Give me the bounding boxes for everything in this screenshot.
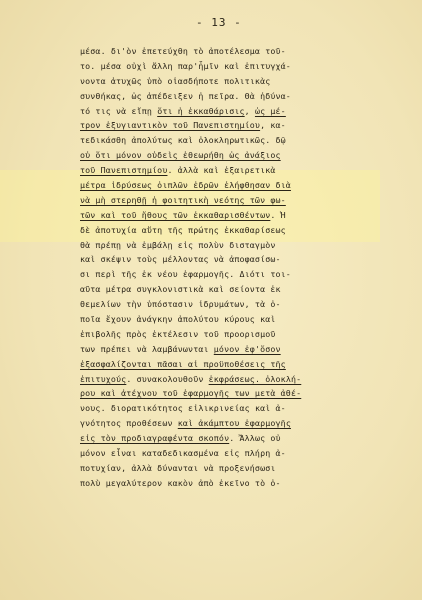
text-run: δὲ ἀποτυχία αὕτη τῆς πρώτης ἐκκαθαρίσεως [80,224,286,235]
text-run: το. μέσα οὐχὶ ἄλλη παρ'ἧμῖν καὶ ἐπιτυγχά- [80,60,291,71]
text-run: , κα- [260,120,286,131]
text-run: . Ἄλλως οὐ [229,433,281,444]
text-line [80,357,400,372]
underlined-text: μέτρα ἱδρύσεως ὁιπλῶν ἑδρῶν ἐλήφθησαν διὰ [80,180,291,191]
text-line [80,252,400,267]
text-line [80,208,400,223]
text-run: θεμελίων τὴν ὑπόστασιν ἱδρυμάτων, τὰ ὁ- [80,299,281,310]
text-run: . συνακολουθοῦν [126,373,209,384]
text-line [80,44,400,59]
text-line [80,446,400,461]
text-run: ποῖα ἔχουν ἀνάγκην ἀπολύτου κύρους καὶ [80,314,276,325]
underlined-text: ὅτι ἡ ἐκκαθάρισις [157,105,245,116]
text-line [80,416,400,431]
text-run: των πρέπει νὰ λαμβάνωνται [80,343,214,354]
text-line [80,297,400,312]
text-line [80,178,400,193]
text-line [80,104,400,119]
text-run: θὰ πρέπῃ νὰ ἐμβάλῃ εἰς πολὺν δισταγμὸν [80,239,276,250]
body-text [80,44,400,491]
text-line [80,148,400,163]
text-line [80,386,400,401]
underlined-text: τῶν καὶ τοῦ ἤθους τῶν ἐκκαθαρισθέντων [80,209,271,220]
text-line [80,312,400,327]
text-line [80,327,400,342]
text-run: . ἀλλὰ καὶ ἐξαιρετικὰ [167,165,276,176]
underlined-text: ἐπιτυχούς [80,373,127,384]
text-run: μόνον εἶναι καταδεδικασμένα εἰς πλήρη ἀ- [80,448,286,459]
underlined-text: ὡς μέ- [254,105,286,116]
text-line [80,238,400,253]
text-run: τό τις νὰ εἴπῃ [80,105,158,116]
text-line [80,193,400,208]
text-run: μέσα. δι'ὸν ἐπετεύχθη τὸ ἀποτέλεσμα τοῦ- [80,46,286,56]
text-run: εἰλικρινείας καὶ ἀ- [182,403,286,414]
underlined-text: εἰς τὸν προδιαγραφέντα σκοπόν [80,433,230,444]
text-run: ἐπιβολῆς πρὸς ἐκτέλεσιν τοῦ προορισμοῦ [80,328,276,339]
text-line [80,476,400,491]
text-run: νοντα ἀτυχῶς ὑπὸ οἱασδήποτε πολιτικὰς [80,75,271,86]
text-line [80,431,400,446]
text-run: αῦτα μέτρα συγκλονιστικὰ καὶ σείοντα ἐκ [80,284,281,295]
text-run: σι περὶ τῆς ἐκ νέου ἐφαρμογῆς. Διότι τοι- [80,269,291,280]
text-run: τεδικάσθη ἀπολύτως καὶ ὁλοκληρωτικῶς. δῷ [80,135,286,146]
text-line [80,342,400,357]
text-line [80,267,400,282]
underlined-text: οὐ ὅτι μόνον οὐδεὶς ἐθεωρήθη ὡς ἀνάξιος [80,150,281,161]
text-run: πολὺ μεγαλύτερον κακὸν ἀπὸ ἐκεῖνο τὸ ὁ- [80,477,281,488]
text-run: καὶ σκέψιν τοὺς μέλλοντας νὰ ἀποφασίσω- [80,254,281,265]
text-line [80,223,400,238]
underlined-text: καὶ ἀκάμπτου ἐφαρμογῆς [177,418,291,429]
text-line [80,372,400,387]
text-line [80,401,400,416]
text-run: , [244,105,255,116]
text-run: νους. διορατικότητος [80,403,183,414]
underlined-text: ρου καὶ ἀτέχνου τοῦ ἐφαρμογῆς των μετὰ ἀθέ- [80,388,302,399]
underlined-text: νὰ μὴ στερηθῇ ἡ φοιτητικὴ νεότης τῶν φω- [80,194,286,205]
text-line [80,118,400,133]
underlined-text: ἐξασφαλίζονται πᾶσαι αἱ προϋποθέσεις τῆς [80,358,286,369]
text-line [80,133,400,148]
underlined-text: ἐκφράσεως. ὁλοκλή- [208,373,302,384]
text-line [80,74,400,89]
text-line [80,163,400,178]
text-line [80,89,400,104]
text-line [80,282,400,297]
text-run: γνότητος προθέσεων [80,418,178,429]
page-number: - 13 - [196,16,242,29]
text-run: ποτυχίαν, ἀλλὰ δύνανται νὰ προξενήσωσι [80,462,276,473]
underlined-text: τρον ἐξυγιαντικὸν τοῦ Πανεπιστημίου [80,120,261,131]
underlined-text: μόνον ἐφ'ὅσον [213,343,281,354]
text-run: συνθήκας, ὡς ἀπέδειξεν ἡ πεῖρα. Θὰ ἠδύνα- [80,90,291,101]
underlined-text: τοῦ Πανεπιστημίου [80,165,168,176]
text-line [80,461,400,476]
text-run: . Ἡ [270,209,286,220]
text-line [80,59,400,74]
